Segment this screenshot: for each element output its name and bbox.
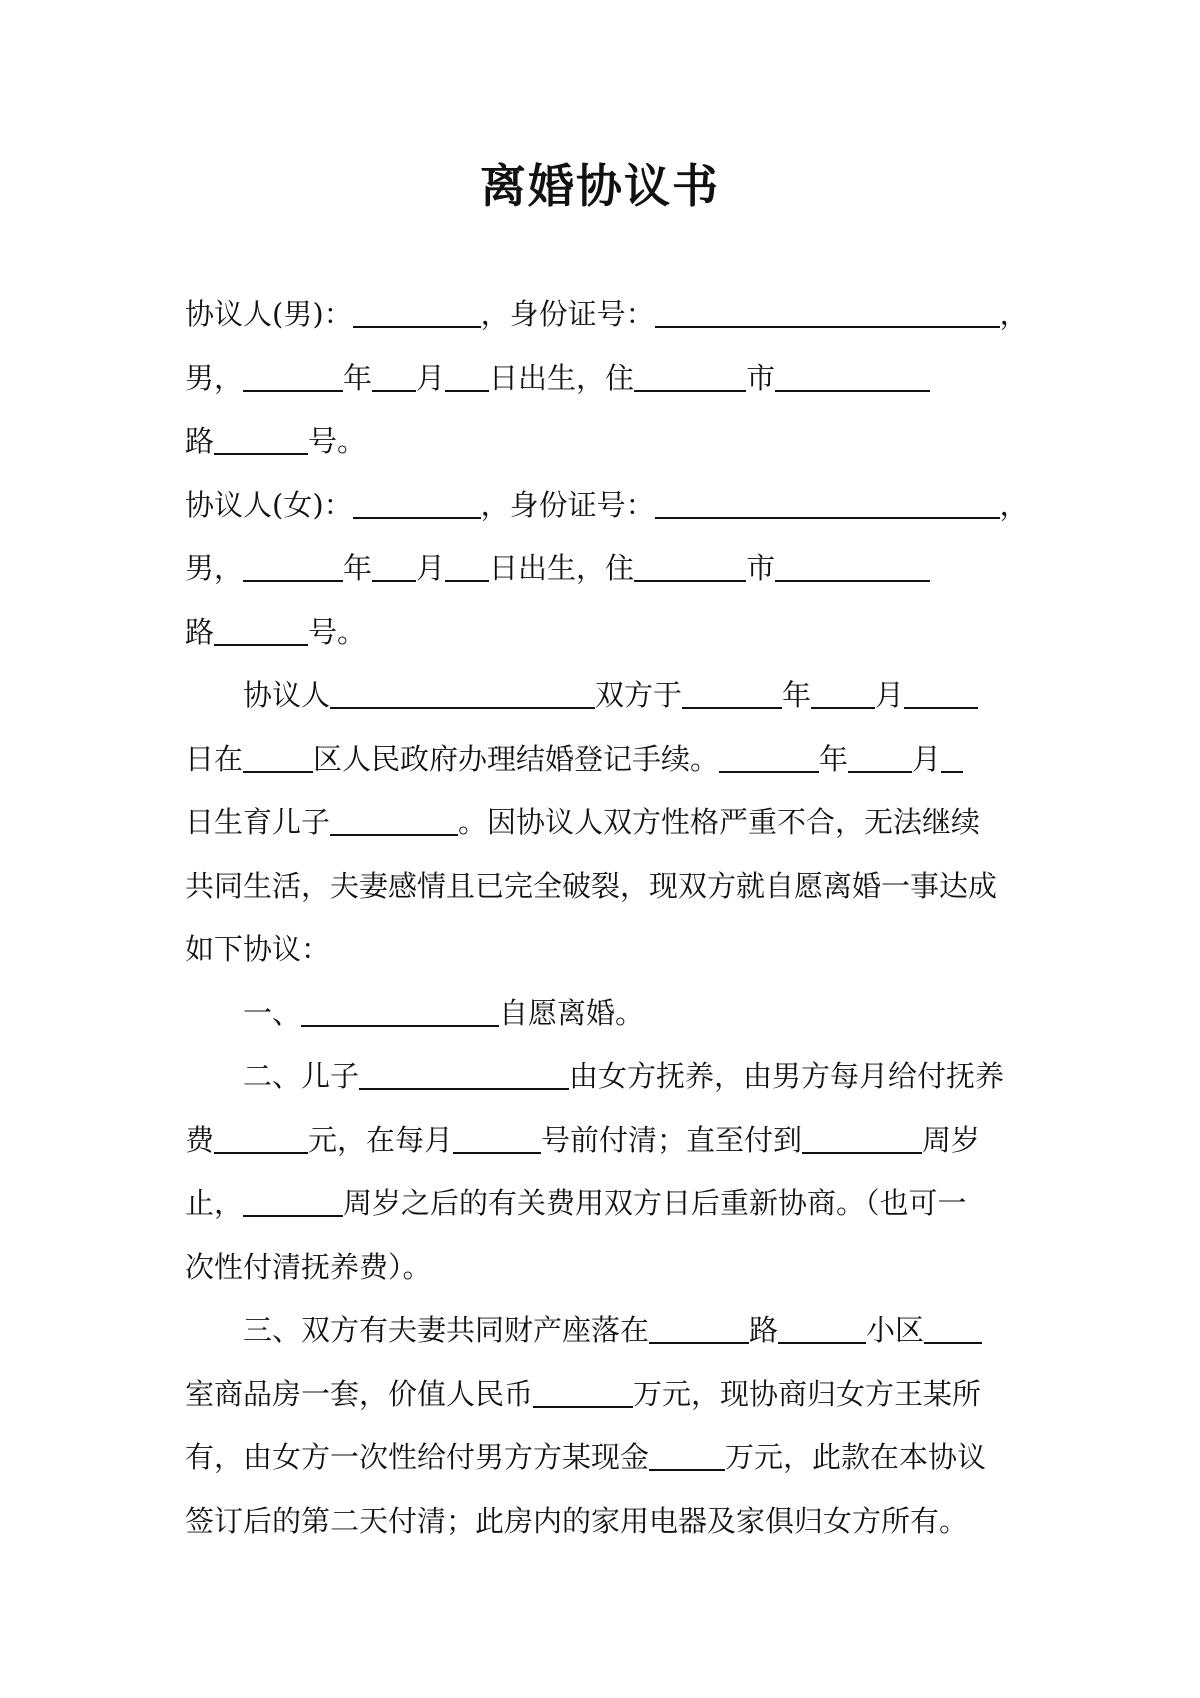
fill-in-blank <box>719 737 819 773</box>
fill-in-blank <box>372 356 416 392</box>
line-text: ，身份证号： <box>480 297 655 331</box>
line-text: 协议人 <box>243 678 331 712</box>
line-text: 路 <box>185 424 215 458</box>
line-text: 年 <box>343 360 373 395</box>
line-text: 元，在每月 <box>308 1122 454 1157</box>
line-text: 。因协议人双方性格严重不合，无法继续 <box>458 805 981 839</box>
line-text: 费 <box>185 1122 215 1157</box>
document-title: 离婚协议书 <box>480 159 720 213</box>
text-line <box>185 474 1029 538</box>
line-text: 周岁 <box>922 1122 981 1157</box>
text-line <box>185 855 1020 919</box>
line-text: 万元，此款在本协议 <box>725 1440 987 1474</box>
fill-in-blank <box>649 1435 725 1471</box>
fill-in-blank <box>811 673 875 709</box>
line-text: 号。 <box>308 614 367 649</box>
line-text: 小区 <box>866 1313 925 1347</box>
line-text: 日出生，住 <box>489 360 635 395</box>
line-text: 年 <box>819 741 849 776</box>
fill-in-blank <box>372 546 416 582</box>
line-text: 路 <box>749 1313 779 1347</box>
fill-in-blank <box>330 800 458 836</box>
fill-in-blank <box>533 1372 633 1408</box>
fill-in-blank <box>941 737 963 773</box>
fill-in-blank <box>445 356 489 392</box>
line-text: ， <box>999 487 1029 522</box>
line-text: 由女方抚养，由男方每月给付抚养 <box>569 1059 1005 1093</box>
line-text: 协议人(男)： <box>185 297 353 331</box>
fill-in-blank <box>924 1308 982 1344</box>
text-line <box>185 1236 1020 1300</box>
line-text: 月 <box>416 360 446 395</box>
line-text: 男， <box>185 360 244 395</box>
line-text: 室商品房一套，价值人民币 <box>185 1376 534 1411</box>
text-line <box>185 1490 1020 1554</box>
line-text: 号前付清；直至付到 <box>541 1122 803 1157</box>
fill-in-blank <box>214 610 308 646</box>
line-text: 一、 <box>243 995 302 1030</box>
fill-in-blank <box>453 1118 541 1154</box>
line-text: 路 <box>185 614 215 649</box>
fill-in-blank <box>214 1118 308 1154</box>
text-line <box>185 664 1020 728</box>
line-text: 市 <box>746 551 776 585</box>
fill-in-blank <box>649 1308 749 1344</box>
line-text: 双方于 <box>595 678 683 712</box>
line-text: 日在 <box>185 741 244 776</box>
fill-in-blank <box>655 483 1000 519</box>
line-text: 如下协议： <box>185 932 331 966</box>
text-line <box>185 1172 1020 1236</box>
line-text: ， <box>999 297 1029 331</box>
text-line <box>185 601 1020 665</box>
line-text: 市 <box>746 360 776 395</box>
text-line <box>185 1426 1020 1490</box>
fill-in-blank <box>775 356 930 392</box>
line-text: 止， <box>185 1186 244 1220</box>
line-text: 男， <box>185 551 244 585</box>
line-text: 日出生，住 <box>489 551 635 585</box>
fill-in-blank <box>359 1054 569 1090</box>
line-text: 次性付清抚养费）。 <box>185 1249 432 1284</box>
document-body <box>185 283 1029 1553</box>
line-text: 三、双方有夫妻共同财产座落在 <box>243 1313 650 1347</box>
text-line <box>185 1363 1020 1427</box>
text-line <box>185 918 1020 982</box>
fill-in-blank <box>778 1308 866 1344</box>
fill-in-blank <box>214 419 308 455</box>
fill-in-blank <box>243 1181 343 1217</box>
text-line <box>185 1299 1020 1363</box>
fill-in-blank <box>353 483 481 519</box>
line-text: 共同生活，夫妻感情且已完全破裂，现双方就自愿离婚一事达成 <box>185 868 998 903</box>
line-text: 协议人(女)： <box>185 487 353 522</box>
text-line <box>185 982 1020 1046</box>
line-text: 有，由女方一次性给付男方方某现金 <box>185 1440 650 1474</box>
line-text: 二、儿子 <box>243 1059 360 1093</box>
fill-in-blank <box>655 292 1000 328</box>
line-text: 日生育儿子 <box>185 805 331 839</box>
line-text: 自愿离婚。 <box>499 995 645 1030</box>
fill-in-blank <box>330 673 595 709</box>
text-line <box>185 283 1029 347</box>
line-text: 区人民政府办理结婚登记手续。 <box>313 741 720 776</box>
line-text: 年 <box>343 551 373 585</box>
fill-in-blank <box>682 673 782 709</box>
text-line <box>185 537 1020 601</box>
fill-in-blank <box>634 356 746 392</box>
fill-in-blank <box>353 292 481 328</box>
text-line <box>185 410 1020 474</box>
fill-in-blank <box>243 546 343 582</box>
line-text: 月 <box>912 741 942 776</box>
fill-in-blank <box>301 991 499 1027</box>
line-text: 月 <box>416 551 446 585</box>
text-line <box>185 791 1020 855</box>
text-line <box>185 1109 1020 1173</box>
text-line <box>185 728 1020 792</box>
text-line <box>185 347 1020 411</box>
line-text: 月 <box>875 678 905 712</box>
fill-in-blank <box>445 546 489 582</box>
fill-in-blank <box>848 737 912 773</box>
fill-in-blank <box>243 356 343 392</box>
line-text: 年 <box>782 678 812 712</box>
line-text: ，身份证号： <box>480 487 655 522</box>
fill-in-blank <box>904 673 978 709</box>
line-text: 签订后的第二天付清；此房内的家用电器及家俱归女方所有。 <box>185 1503 969 1538</box>
fill-in-blank <box>802 1118 922 1154</box>
fill-in-blank <box>634 546 746 582</box>
line-text: 万元，现协商归女方王某所 <box>633 1376 982 1411</box>
fill-in-blank <box>243 737 313 773</box>
text-line <box>185 1045 1020 1109</box>
line-text: 号。 <box>308 424 367 458</box>
fill-in-blank <box>775 546 930 582</box>
line-text: 周岁之后的有关费用双方日后重新协商。（也可一 <box>343 1186 967 1220</box>
